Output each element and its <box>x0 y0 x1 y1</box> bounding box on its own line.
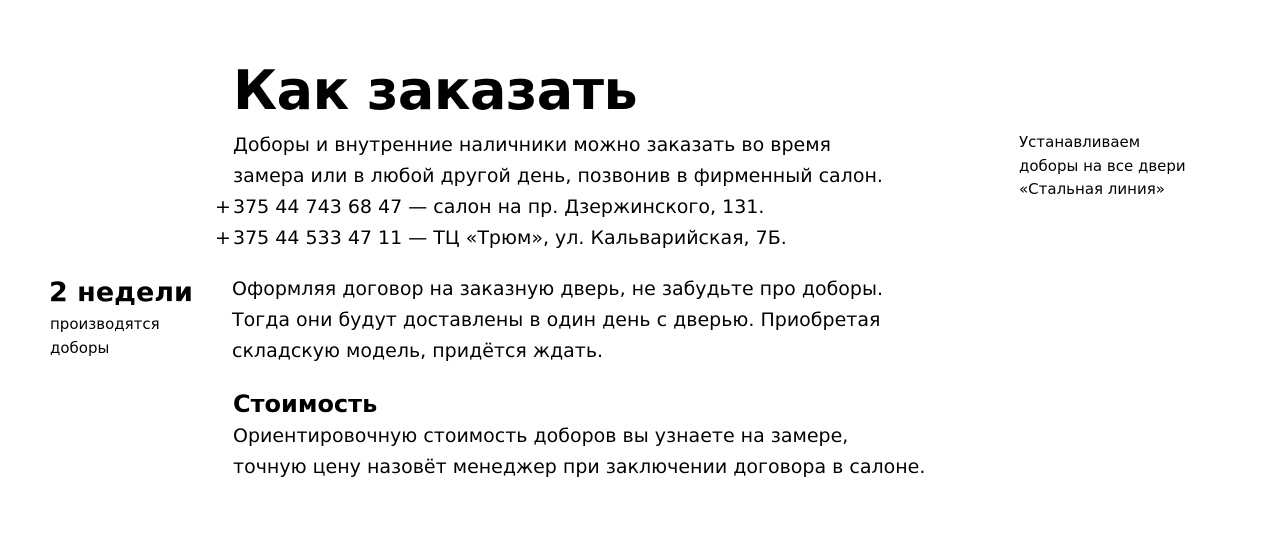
order-note <box>232 274 883 367</box>
side-note-line: «Стальная линия» <box>1019 180 1165 198</box>
cost-line: Ориентировочную стоимость доборов вы узнаете на замере, <box>233 425 849 447</box>
page-title: Как заказать <box>233 59 638 122</box>
cost-text <box>233 421 925 483</box>
phone-line-dzerzhinskogo[interactable] <box>215 192 973 223</box>
cost-heading: Стоимость <box>233 390 378 418</box>
phone-plus-sign: + <box>215 227 231 249</box>
production-time-caption <box>50 312 160 360</box>
production-time-value: 2 недели <box>49 277 193 308</box>
phone-plus-sign: + <box>215 196 231 218</box>
order-note-line: Оформляя договор на заказную дверь, не забудьте про доборы. <box>232 278 884 300</box>
order-note-line: складскую модель, придётся ждать. <box>232 340 604 362</box>
side-note-line: Устанавливаем <box>1019 133 1141 151</box>
phone-line-kalvariyskaya[interactable] <box>215 223 973 254</box>
intro-line: Доборы и внутренние наличники можно заказать во время <box>233 134 831 156</box>
intro-line: замера или в любой другой день, позвонив в фирменный салон. <box>233 165 883 187</box>
caption-line: производятся <box>50 315 160 333</box>
phone-text: 375 44 533 47 11 — ТЦ «Трюм», ул. Кальварийская, 7Б. <box>233 227 787 249</box>
caption-line: доборы <box>50 339 110 357</box>
phone-text: 375 44 743 68 47 — салон на пр. Дзержинского, 131. <box>233 196 765 218</box>
order-note-line: Тогда они будут доставлены в один день с дверью. Приобретая <box>232 309 881 331</box>
side-note-line: доборы на все двери <box>1019 156 1186 175</box>
intro-text <box>215 130 973 254</box>
side-note <box>1019 131 1259 202</box>
cost-line: точную цену назовёт менеджер при заключении договора в салоне. <box>233 456 926 478</box>
